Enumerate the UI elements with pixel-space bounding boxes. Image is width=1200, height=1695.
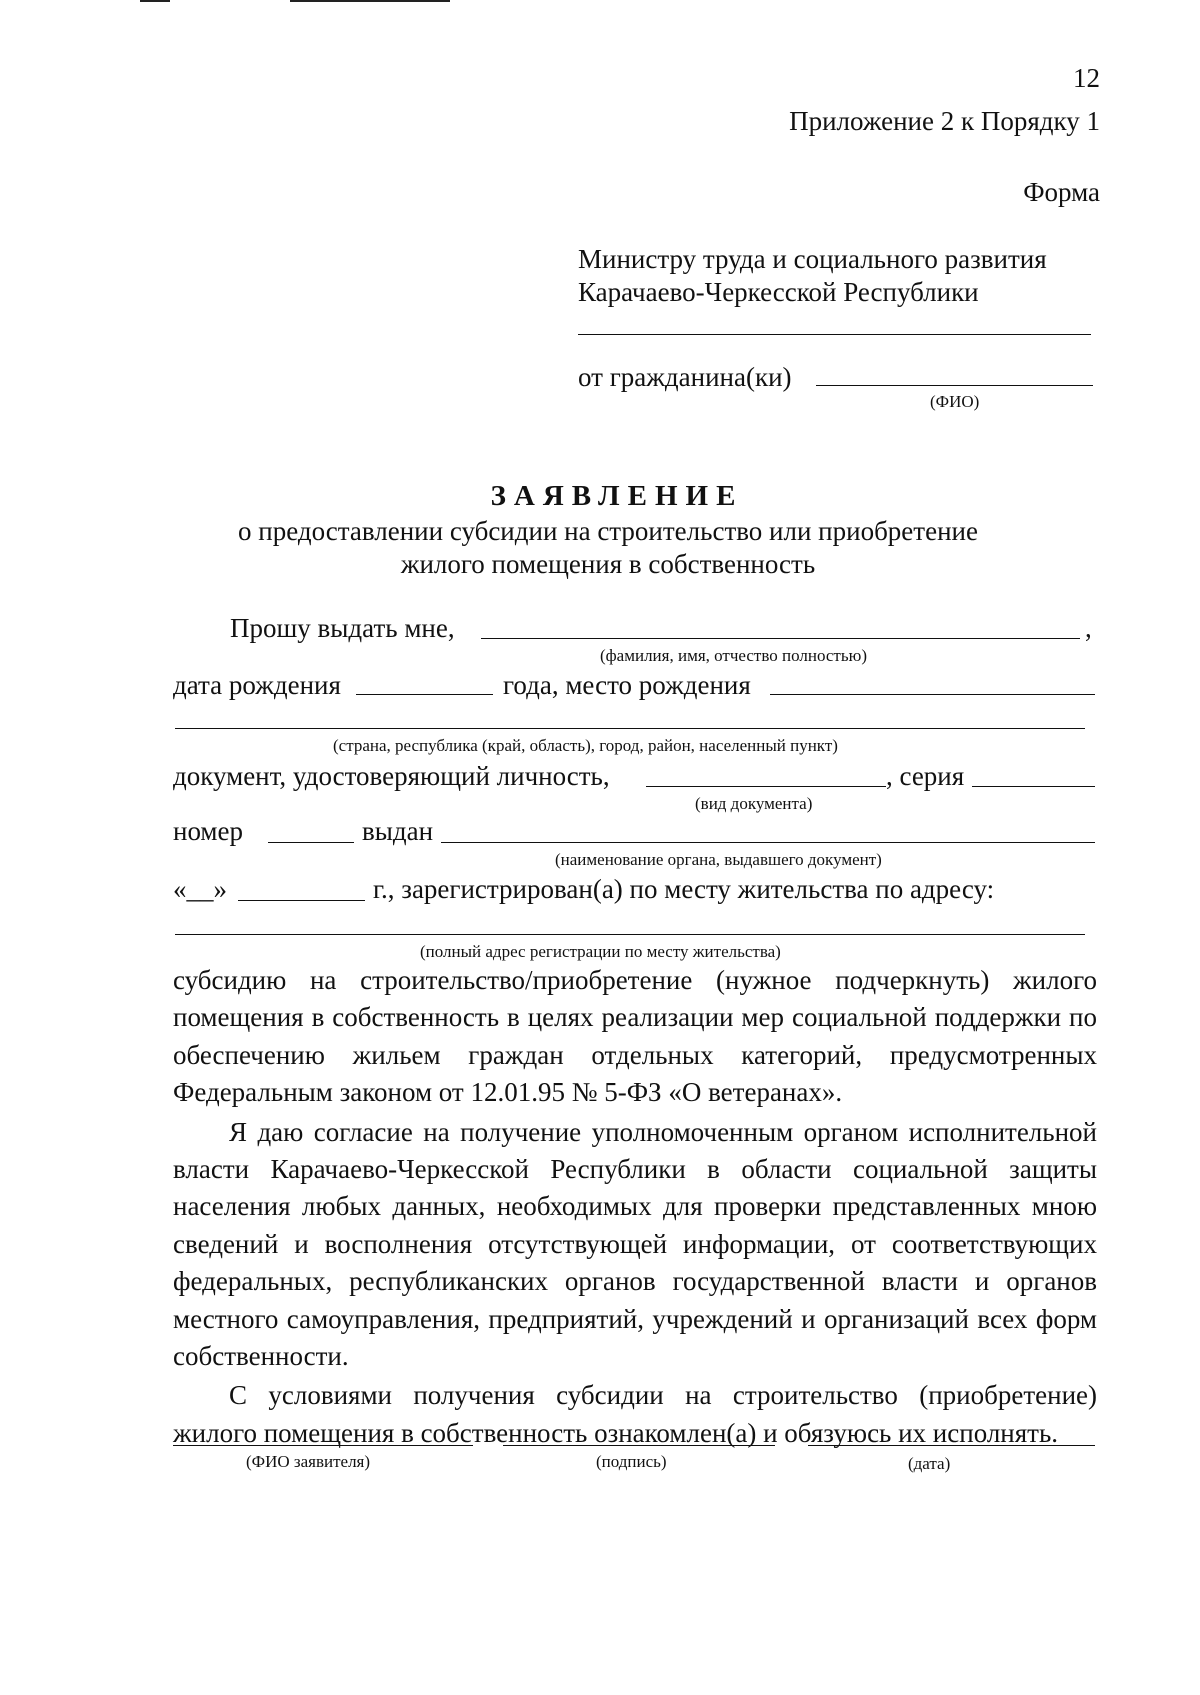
- full-name-line[interactable]: [481, 638, 1080, 639]
- document-subtitle-1: о предоставлении субсидии на строительство или приобретение: [238, 516, 978, 546]
- scan-edge-mark: [140, 0, 170, 2]
- number-label: номер: [173, 816, 244, 846]
- signature-line[interactable]: [503, 1445, 775, 1446]
- applicant-fio-line[interactable]: [173, 1445, 473, 1446]
- full-name-caption: (фамилия, имя, отчество полностью): [600, 646, 867, 665]
- date-line[interactable]: [808, 1445, 1095, 1446]
- issued-label: выдан: [362, 816, 434, 846]
- addressee-blank-line[interactable]: [578, 334, 1091, 335]
- request-label: Прошу выдать мне,: [230, 613, 455, 643]
- series-label: , серия: [886, 761, 965, 791]
- from-citizen-label: от гражданина(ки): [578, 362, 792, 392]
- issuer-caption: (наименование органа, выдавшего документ): [555, 850, 882, 869]
- birthplace-continuation-line[interactable]: [175, 728, 1085, 729]
- addressee-line-2: Карачаево-Черкесской Республики: [578, 277, 979, 307]
- id-document-type-line[interactable]: [646, 786, 886, 787]
- issue-day-field[interactable]: «__»: [173, 874, 227, 904]
- registration-address-caption: (полный адрес регистрации по месту жительства): [420, 942, 781, 961]
- issuer-line[interactable]: [441, 842, 1095, 843]
- page-number: 12: [1073, 63, 1100, 93]
- series-line[interactable]: [972, 786, 1095, 787]
- appendix-label: Приложение 2 к Порядку 1: [789, 106, 1100, 136]
- applicant-fio-caption: (ФИО заявителя): [246, 1452, 371, 1471]
- from-citizen-fio-line[interactable]: [816, 385, 1093, 386]
- request-comma: ,: [1085, 613, 1092, 643]
- id-document-label: документ, удостоверяющий личность,: [173, 761, 610, 791]
- registration-address-line[interactable]: [175, 934, 1085, 935]
- body-paragraph-1: субсидию на строительство/приобретение (нужное подчеркнуть) жилого помещения в собственность в целях реализации мер социальной поддержки по обеспечению жильем граждан отдельных категорий, предусмотренных Федеральным законом от 12.01.95 № 5-ФЗ «О ветеранах».: [173, 965, 1097, 1108]
- registration-label: г., зарегистрирован(а) по месту жительства по адресу:: [373, 874, 995, 904]
- birthplace-caption: (страна, республика (край, область), город, район, населенный пункт): [333, 736, 838, 755]
- body-paragraph-2: Я даю согласие на получение уполномоченным органом исполнительной власти Карачаево-Черкесской Республики в области социальной защиты населения любых данных, необходимых для проверки представленных мною сведений и восполнения отсутствующей информации, от соответствующих федеральных, республиканских органов государственной власти и органов местного самоуправления, предприятий, учреждений и организаций всех форм собственности.: [173, 1116, 1097, 1372]
- birthdate-label: дата рождения: [173, 670, 341, 700]
- id-document-caption: (вид документа): [695, 794, 813, 813]
- document-title: ЗАЯВЛЕНИЕ: [490, 480, 744, 512]
- issue-month-line[interactable]: [238, 900, 365, 901]
- fio-caption: (ФИО): [930, 392, 980, 411]
- addressee-line-1: Министру труда и социального развития: [578, 244, 1047, 274]
- scan-edge-mark: [290, 0, 450, 2]
- document-subtitle-2: жилого помещения в собственность: [400, 549, 816, 579]
- number-line[interactable]: [268, 842, 354, 843]
- body-text: [173, 962, 1097, 1452]
- birthplace-line[interactable]: [770, 694, 1095, 695]
- body-paragraph-3: С условиями получения субсидии на строительство (приобретение) жилого помещения в собственность ознакомлен(а) и обязуюсь их исполнять.: [173, 1380, 1097, 1448]
- signature-caption: (подпись): [596, 1452, 667, 1471]
- form-label: Форма: [1023, 177, 1100, 207]
- birthplace-label: года, место рождения: [503, 670, 751, 700]
- birthdate-line[interactable]: [356, 694, 493, 695]
- date-caption: (дата): [908, 1454, 951, 1473]
